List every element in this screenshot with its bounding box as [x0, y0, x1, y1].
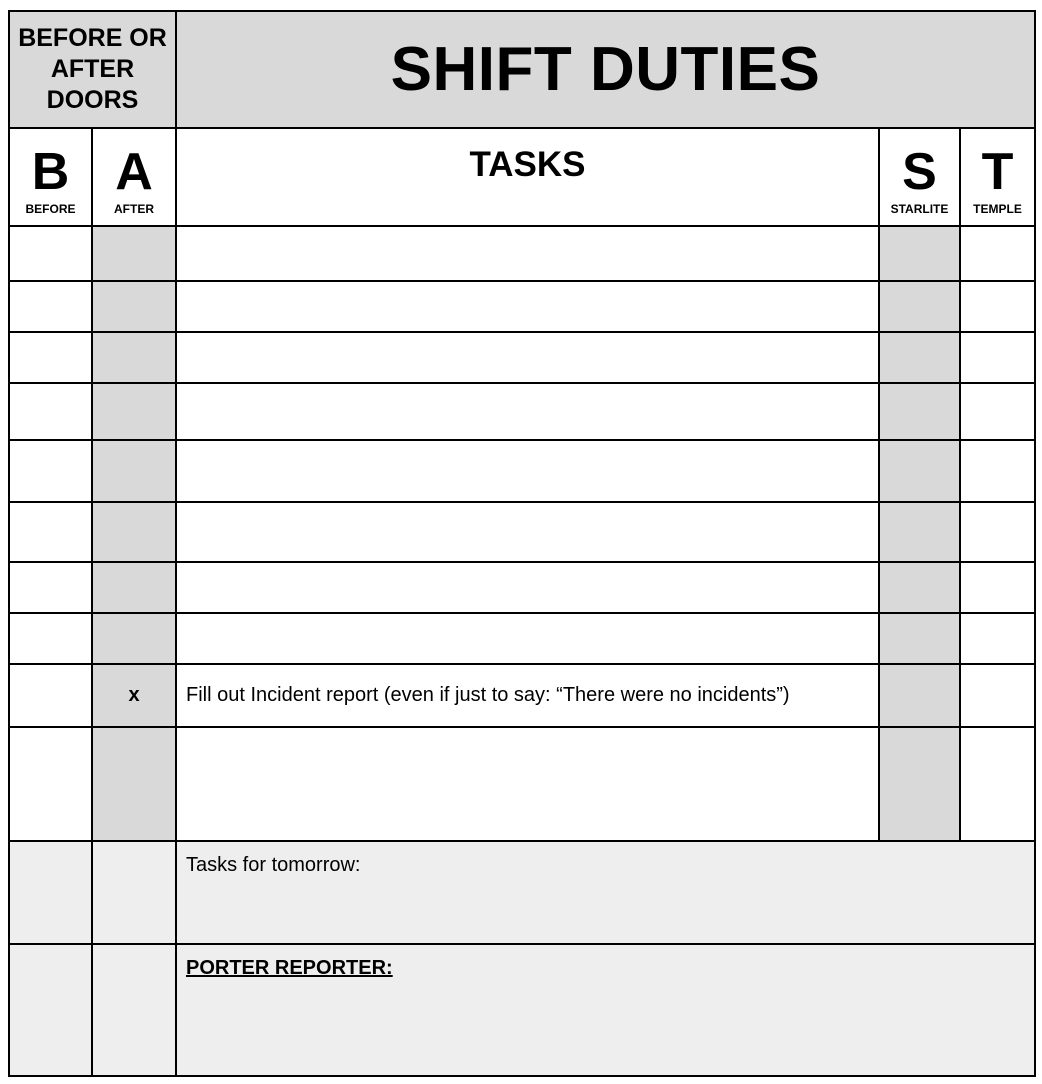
task-cell[interactable] — [176, 383, 879, 440]
task-row — [9, 332, 1035, 383]
task-row — [9, 383, 1035, 440]
title-row — [9, 11, 1035, 128]
temple-column-header — [960, 128, 1035, 226]
after-letter: A — [115, 143, 153, 201]
page-title: SHIFT DUTIES — [176, 11, 1035, 128]
starlite-cell[interactable] — [879, 727, 960, 841]
temple-cell[interactable] — [960, 332, 1035, 383]
temple-label: TEMPLE — [973, 202, 1022, 216]
temple-cell[interactable] — [960, 613, 1035, 664]
starlite-cell[interactable] — [879, 613, 960, 664]
task-cell[interactable] — [176, 502, 879, 562]
tasks-column-header: TASKS — [176, 128, 879, 226]
starlite-letter: S — [902, 143, 937, 201]
corner-label: BEFORE OR AFTER DOORS — [9, 11, 176, 128]
after-cell[interactable] — [92, 332, 176, 383]
before-letter: B — [31, 143, 70, 201]
task-row — [9, 562, 1035, 613]
temple-cell[interactable] — [960, 664, 1035, 727]
shift-duties-table — [8, 10, 1036, 1077]
task-row — [9, 502, 1035, 562]
tomorrow-row — [9, 841, 1035, 944]
after-cell[interactable] — [92, 562, 176, 613]
before-label: BEFORE — [25, 202, 76, 216]
task-row — [9, 613, 1035, 664]
after-column-header — [92, 128, 176, 226]
task-cell[interactable] — [176, 332, 879, 383]
temple-cell[interactable] — [960, 502, 1035, 562]
after-cell[interactable] — [92, 727, 176, 841]
before-cell[interactable] — [9, 281, 92, 332]
starlite-cell[interactable] — [879, 664, 960, 727]
porter-after-cell[interactable] — [92, 944, 176, 1076]
porter-reporter-row — [9, 944, 1035, 1076]
temple-letter: T — [981, 143, 1014, 201]
task-cell[interactable] — [176, 281, 879, 332]
task-row — [9, 440, 1035, 502]
task-cell[interactable] — [176, 562, 879, 613]
after-cell[interactable] — [92, 281, 176, 332]
before-cell[interactable] — [9, 440, 92, 502]
starlite-cell[interactable] — [879, 226, 960, 281]
task-row — [9, 226, 1035, 281]
task-row — [9, 727, 1035, 841]
task-cell[interactable] — [176, 226, 879, 281]
before-cell[interactable] — [9, 727, 92, 841]
before-cell[interactable] — [9, 562, 92, 613]
tasks-for-tomorrow[interactable]: Tasks for tomorrow: — [176, 841, 1035, 944]
porter-before-cell[interactable] — [9, 944, 92, 1076]
task-cell[interactable] — [176, 613, 879, 664]
before-cell[interactable] — [9, 664, 92, 727]
column-header-row — [9, 128, 1035, 226]
before-column-header — [9, 128, 92, 226]
starlite-cell[interactable] — [879, 332, 960, 383]
after-cell[interactable] — [92, 502, 176, 562]
before-cell[interactable] — [9, 613, 92, 664]
starlite-cell[interactable] — [879, 440, 960, 502]
before-cell[interactable] — [9, 502, 92, 562]
tomorrow-before-cell[interactable] — [9, 841, 92, 944]
temple-cell[interactable] — [960, 562, 1035, 613]
temple-cell[interactable] — [960, 383, 1035, 440]
task-row — [9, 281, 1035, 332]
porter-reporter-label[interactable]: PORTER REPORTER: — [176, 944, 1035, 1076]
before-cell[interactable] — [9, 226, 92, 281]
tomorrow-after-cell[interactable] — [92, 841, 176, 944]
starlite-cell[interactable] — [879, 562, 960, 613]
starlite-cell[interactable] — [879, 502, 960, 562]
after-cell[interactable] — [92, 383, 176, 440]
after-cell[interactable] — [92, 613, 176, 664]
after-label: AFTER — [114, 202, 154, 216]
before-cell[interactable] — [9, 332, 92, 383]
temple-cell[interactable] — [960, 281, 1035, 332]
starlite-cell[interactable] — [879, 281, 960, 332]
temple-cell[interactable] — [960, 226, 1035, 281]
starlite-column-header — [879, 128, 960, 226]
task-row-incident-report — [9, 664, 1035, 727]
temple-cell[interactable] — [960, 727, 1035, 841]
after-cell[interactable] — [92, 440, 176, 502]
temple-cell[interactable] — [960, 440, 1035, 502]
starlite-label: STARLITE — [890, 202, 949, 216]
after-cell[interactable]: x — [92, 664, 176, 727]
task-cell[interactable] — [176, 727, 879, 841]
task-cell[interactable] — [176, 440, 879, 502]
task-cell[interactable]: Fill out Incident report (even if just to say: “There were no incidents”) — [176, 664, 879, 727]
after-cell[interactable] — [92, 226, 176, 281]
before-cell[interactable] — [9, 383, 92, 440]
starlite-cell[interactable] — [879, 383, 960, 440]
